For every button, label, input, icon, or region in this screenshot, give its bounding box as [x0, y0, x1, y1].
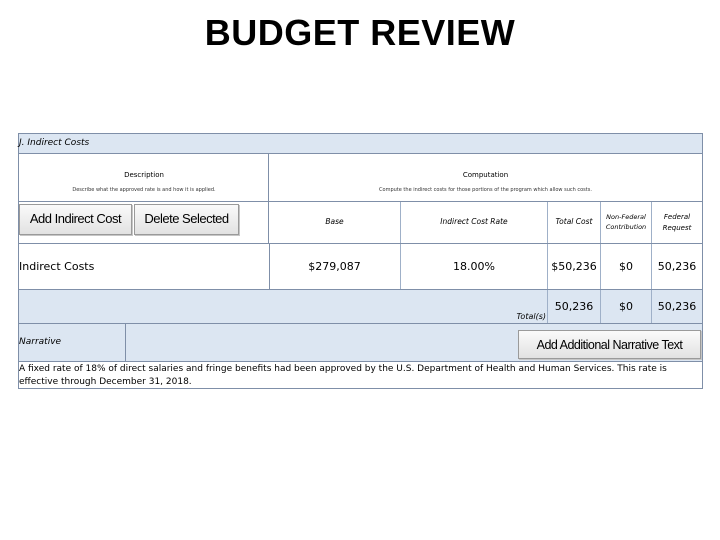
- delete-selected-button[interactable]: Delete Selected: [134, 204, 239, 235]
- computation-label: Computation: [462, 171, 509, 179]
- section-header: [18, 133, 703, 153]
- totals-row: [18, 290, 703, 324]
- narrative-text: A fixed rate of 18% of direct salaries and fringe benefits had been approved by the U.S. Department of Health and Human Services. This rate is effective through December 31, 2018.: [19, 364, 667, 387]
- col-base: Base: [325, 217, 344, 226]
- column-header-row: [18, 153, 703, 202]
- narrative-divider: [125, 324, 126, 361]
- col-indirect-rate: Indirect Cost Rate: [440, 217, 508, 226]
- col-federal: Federal Request: [662, 213, 692, 232]
- row-rate: 18.00%: [453, 260, 495, 273]
- section-title: J. Indirect Costs: [19, 138, 90, 148]
- page-title: BUDGET REVIEW: [204, 12, 516, 53]
- narrative-label: Narrative: [19, 337, 62, 347]
- totals-non-federal: $0: [619, 300, 633, 313]
- row-federal: 50,236: [657, 260, 697, 273]
- description-label: Description: [124, 171, 164, 179]
- add-narrative-button[interactable]: Add Additional Narrative Text: [518, 330, 701, 359]
- narrative-text-box[interactable]: [18, 362, 703, 389]
- col-total-cost: Total Cost: [555, 217, 593, 226]
- row-base: $279,087: [308, 260, 361, 273]
- description-hint: Describe what the approved rate is and how it is applied.: [72, 187, 216, 193]
- table-row[interactable]: [18, 244, 703, 290]
- add-indirect-cost-button[interactable]: Add Indirect Cost: [19, 204, 132, 235]
- description-header: [19, 154, 269, 201]
- computation-hint: Compute the indirect costs for those portions of the program which allow such costs.: [379, 187, 592, 193]
- totals-total-cost: 50,236: [554, 300, 594, 313]
- totals-label: Total(s): [516, 312, 546, 321]
- row-non-federal: $0: [619, 260, 633, 273]
- row-description: Indirect Costs: [19, 260, 95, 273]
- totals-federal: 50,236: [657, 300, 697, 313]
- row-total-cost: $50,236: [551, 260, 597, 273]
- col-non-federal: Non-Federal Contribution: [605, 213, 647, 231]
